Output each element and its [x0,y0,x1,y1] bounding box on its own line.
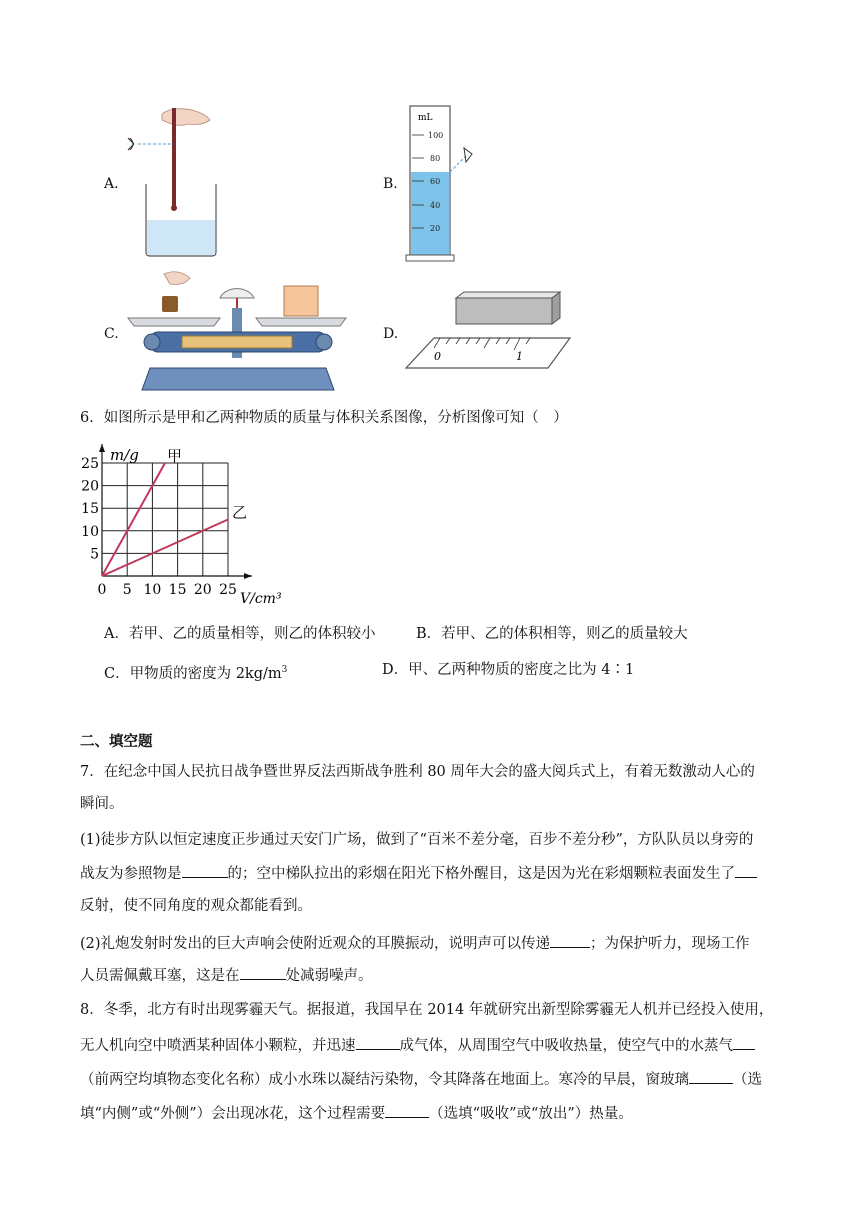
q7-part1-line3: 反射，使不同角度的观众都能看到。 [80,898,312,914]
q8-text: （选填“吸收”或“放出”）热量。 [429,1106,633,1122]
x-tick-label: 25 [219,582,237,598]
cylinder-tick-label: 100 [428,131,444,140]
q8-answer-blank-1[interactable] [356,1034,400,1050]
q6-option-b: B．若甲、乙的体积相等，则乙的质量较大 [416,626,688,642]
chart-x-axis-label: V/cm³ [240,591,282,607]
section-heading: 二、填空题 [80,734,153,750]
q6-option-c-text: C．甲物质的密度为 2kg/m [104,665,282,682]
option-b-label: B. [383,176,398,192]
q8-line3 [80,1068,762,1090]
q8-answer-blank-4[interactable] [385,1102,429,1118]
q8-answer-blank-2[interactable] [733,1034,755,1050]
q8-line1: 8．冬季，北方有时出现雾霾天气。据报道，我国早在 2014 年就研究出新型除雾霾无人机并已经投入使用， [80,1002,774,1018]
q7-text: 战友为参照物是 [80,866,182,882]
svg-text:1: 1 [516,350,523,363]
y-tick-label: 10 [81,523,99,540]
q7-text: 处减弱噪声。 [285,968,373,984]
y-tick-label: 15 [81,501,99,518]
mass-volume-chart [81,440,294,612]
q7-part1-line2 [80,862,757,884]
thermometer-beaker-illustration [122,104,222,264]
q7-text: 的；空中梯队拉出的彩烟在阳光下格外醒目，这是因为光在彩烟颗粒表面发生了 [227,866,735,882]
x-axis-arrow [244,573,252,579]
q7-line1: 7．在纪念中国人民抗日战争暨世界反法西斯战争胜利 80 周年大会的盛大阅兵式上，有着无数激动人心的 [80,764,755,780]
q8-text: 无人机向空中喷洒某种固体小颗粒，并迅速 [80,1038,356,1054]
cylinder-unit: mL [418,113,433,123]
q8-line4 [80,1102,633,1124]
q7-line2: 瞬间。 [80,796,124,812]
chart-grid [102,463,228,576]
x-tick-label: 15 [168,582,187,598]
y-axis-arrow [99,444,105,452]
cylinder-tick-label: 20 [430,224,441,233]
ruler-block-illustration [404,290,576,374]
cylinder-tick-label: 80 [430,154,441,163]
q6-option-a: A．若甲、乙的质量相等，则乙的体积较小 [104,626,376,642]
q7-text: (2)礼炮发射时发出的巨大声响会使附近观众的耳膜振动，说明声可以传递 [80,936,551,952]
cylinder-tick-label: 60 [430,177,441,186]
q7-answer-blank-1[interactable] [182,862,228,878]
q6-option-c-sup: 3 [281,665,288,675]
option-a-label: A. [104,176,119,192]
q7-text: ；为保护听力，现场工作 [590,936,750,952]
series-line [102,520,228,577]
x-tick-label: 10 [143,582,162,598]
chart-y-axis-label: m/g [110,446,139,464]
x-tick-label: 5 [122,582,132,598]
q8-text: （前两空均填物态变化名称）成小水珠以凝结污染物，令其降落在地面上。寒冷的早晨，窗玻璃 [80,1072,689,1088]
q8-text: （选 [733,1072,762,1088]
y-tick-label: 25 [81,456,99,472]
balance-scale-illustration [124,268,350,396]
y-tick-label: 5 [90,546,99,563]
q6-option-d: D．甲、乙两种物质的密度之比为 4∶1 [382,662,635,678]
q6-stem: 6．如图所示是甲和乙两种物质的质量与体积关系图像，分析图像可知（ ） [80,410,568,426]
q8-answer-blank-3[interactable] [689,1068,733,1084]
x-tick-label: 0 [97,582,107,598]
q8-line2 [80,1034,755,1056]
q6-option-c [104,660,287,684]
q7-part2-line2 [80,964,373,986]
x-tick-label: 20 [193,582,212,598]
q7-answer-blank-4[interactable] [240,964,286,980]
series-label: 甲 [167,447,183,465]
option-d-label: D. [383,326,399,342]
svg-text:0: 0 [434,350,441,363]
q7-part2-line1 [80,932,750,954]
cylinder-tick-label: 40 [430,201,441,210]
q8-text: 填“内侧”或“外侧”）会出现冰花，这个过程需要 [80,1106,386,1122]
graduated-cylinder-illustration [400,100,490,270]
option-c-label: C. [104,326,119,342]
q7-answer-blank-2[interactable] [735,862,757,878]
q7-text: 人员需佩戴耳塞，这是在 [80,968,240,984]
q8-text: 成气体，从周围空气中吸收热量，使空气中的水蒸气 [399,1038,733,1054]
series-line [102,463,165,576]
y-tick-label: 20 [81,478,99,495]
q7-part1-line1: (1)徒步方队以恒定速度正步通过天安门广场，做到了“百米不差分毫，百步不差分秒”，方队队员以身旁的 [80,832,754,848]
chart-series [102,447,247,576]
series-label: 乙 [232,503,248,522]
q7-answer-blank-3[interactable] [550,932,590,948]
